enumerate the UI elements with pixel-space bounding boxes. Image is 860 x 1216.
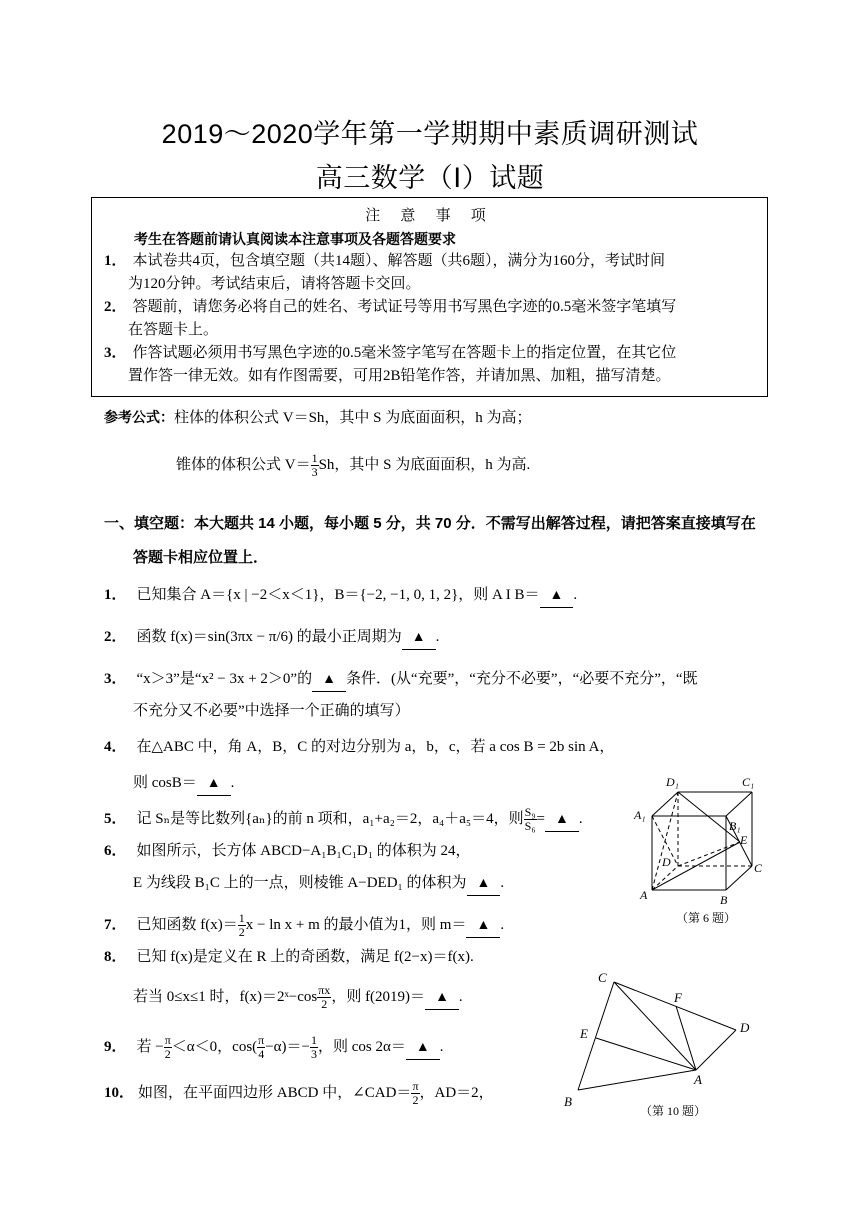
notice-item-text: 答题前，请您务必将自己的姓名、考试证号等用书写黑色字迹的0.5毫米签字笔填写	[132, 299, 677, 315]
question-fraction	[524, 806, 537, 833]
fraction-numerator: S₉	[524, 805, 536, 819]
notice-item-text: 作答试题必须用书写黑色字迹的0.5毫米签字笔写在答题卡上的指定位置，在其它位	[132, 345, 677, 361]
question-text: x − ln x + m 的最小值为1，则 m＝	[245, 916, 467, 933]
notice-item-number: 1．	[104, 253, 127, 269]
question-text: 已知 f(x)是定义在 R 上的奇函数，满足 f(2−x)＝f(x).	[136, 949, 474, 965]
question-number: 3．	[104, 671, 127, 687]
question-text: 若 −	[136, 1038, 164, 1055]
label-d: D	[740, 1020, 750, 1035]
label-d: D	[662, 855, 671, 869]
question-end: .	[458, 988, 463, 1005]
question-number: 4．	[104, 739, 127, 755]
fraction-numerator: π	[258, 1033, 265, 1047]
notice-box	[91, 197, 768, 397]
question-text: 已知集合 A＝{x | −2＜x＜1}，B＝{−2, −1, 0, 1, 2}，则 A Ι B＝	[136, 587, 540, 603]
notice-item-3	[104, 342, 676, 364]
question-end: .	[573, 587, 578, 603]
question-fraction	[257, 1034, 265, 1061]
question-end: .	[230, 775, 235, 791]
answer-blank: ▲	[466, 915, 500, 938]
label-d1: D₁	[666, 775, 679, 789]
segment-ba	[578, 1070, 696, 1090]
notice-heading: 注 意 事 项	[365, 207, 494, 224]
question-6	[104, 840, 471, 862]
question-2	[104, 626, 439, 650]
fraction-denominator: 2	[238, 925, 245, 939]
question-text: 若当 0≤x≤1 时，f(x)＝2ˣ−cos	[133, 988, 318, 1005]
figure-10-caption: （第 10 题）	[640, 1104, 707, 1118]
exam-title: 2019～2020学年第一学期期中素质调研测试	[161, 119, 699, 149]
question-end: .	[439, 1038, 444, 1055]
label-b: B	[720, 893, 728, 907]
question-text: “x＞3”是“x² − 3x + 2＞0”的	[136, 671, 313, 687]
label-a1: A₁	[634, 808, 646, 822]
formula-label: 参考公式：	[104, 409, 174, 425]
edge	[726, 866, 752, 890]
question-fraction	[411, 1080, 419, 1107]
figure-10-quadrilateral	[556, 966, 766, 1112]
notice-item-number: 3．	[104, 345, 127, 361]
question-5	[104, 806, 583, 833]
formula-cone-b: Sh，其中 S 为底面面积，h 为高.	[318, 456, 531, 473]
question-number: 10．	[104, 1084, 135, 1101]
fraction-numerator: πx	[318, 983, 331, 997]
fraction-denominator: S₆	[524, 819, 536, 833]
fraction-denominator: 4	[258, 1047, 265, 1061]
notice-item-2-cont: 在答题卡上。	[128, 322, 219, 338]
question-number: 6．	[104, 843, 127, 859]
figure-6-cuboid	[630, 772, 770, 922]
fraction-denominator: 3	[311, 1047, 317, 1061]
figure-6-caption: （第 6 题）	[676, 911, 737, 925]
answer-blank: ▲	[406, 1037, 440, 1060]
question-end: .	[578, 810, 583, 827]
question-text: −α)＝−	[265, 1038, 310, 1055]
edge	[652, 792, 678, 816]
question-7	[104, 912, 504, 939]
question-text: 如图所示，长方体 ABCD−A₁B₁C₁D₁ 的体积为 24，	[136, 843, 471, 859]
fraction-numerator: 1	[311, 1033, 317, 1047]
formula-line-2	[176, 452, 530, 479]
label-b1: B₁	[729, 819, 741, 833]
question-text: 函数 f(x)＝sin(3πx − π/6) 的最小正周期为	[136, 629, 402, 645]
answer-blank: ▲	[197, 773, 231, 796]
question-number: 7．	[104, 916, 127, 933]
question-text: ，则 f(2019)＝	[331, 988, 426, 1005]
question-number: 1．	[104, 587, 127, 603]
hidden-edge	[678, 842, 740, 866]
answer-blank: ▲	[425, 987, 459, 1010]
notice-item-1	[104, 250, 665, 272]
fraction-denominator: 2	[164, 1047, 171, 1061]
exam-subtitle: 高三数学（Ⅰ）试题	[315, 163, 545, 193]
notice-item-number: 2．	[104, 299, 127, 315]
notice-item-2	[104, 296, 676, 318]
question-8	[104, 946, 474, 968]
label-a: A	[640, 888, 648, 902]
fraction-numerator: π	[164, 1033, 171, 1047]
label-e: E	[580, 1026, 588, 1041]
formula-line-1	[104, 406, 532, 429]
edge-d1e	[678, 792, 740, 842]
question-8-cont	[133, 984, 463, 1011]
question-9	[104, 1034, 443, 1061]
notice-item-3-cont: 置作答一律无效。如有作图需要，可用2B铅笔作答，并请加黑、加粗，描写清楚。	[128, 368, 671, 384]
question-fraction	[164, 1034, 172, 1061]
question-text: 如图，在平面四边形 ABCD 中，∠CAD＝	[138, 1084, 412, 1101]
segment-fa	[676, 1006, 696, 1070]
formula-prism: 柱体的体积公式 V＝Sh，其中 S 为底面面积，h 为高；	[174, 410, 532, 426]
question-number: 2．	[104, 629, 127, 645]
question-text: 在△ABC 中，角 A，B，C 的对边分别为 a，b，c，若 a cos B = 2b sin A，	[136, 739, 615, 755]
question-1	[104, 584, 577, 608]
answer-blank: ▲	[540, 585, 574, 608]
question-number: 9．	[104, 1038, 127, 1055]
label-b: B	[564, 1094, 572, 1109]
question-number: 5．	[104, 810, 127, 827]
formula-fraction	[311, 452, 319, 479]
segment-da	[696, 1030, 736, 1070]
question-3	[104, 668, 698, 692]
question-fraction	[310, 1034, 318, 1061]
fraction-denominator: 2	[321, 997, 328, 1011]
fraction-numerator: π	[412, 1079, 419, 1093]
question-text: ，则 cos 2α＝	[318, 1038, 406, 1055]
question-text: ，AD＝2，	[419, 1084, 494, 1101]
notice-item-1-cont: 为120分钟。考试结束后，请将答题卡交回。	[128, 276, 421, 292]
answer-blank: ▲	[545, 809, 579, 832]
edge	[726, 792, 752, 816]
question-text: E 为线段 B₁C 上的一点，则棱锥 A−DED₁ 的体积为	[133, 875, 467, 891]
question-end: .	[500, 875, 505, 891]
notice-intro: 考生在答题前请认真阅读本注意事项及各题答题要求	[134, 231, 456, 247]
question-4	[104, 736, 614, 758]
question-10	[104, 1080, 494, 1107]
question-text: =	[536, 810, 545, 827]
answer-blank: ▲	[402, 627, 436, 650]
label-e: E	[740, 833, 748, 847]
question-4-cont	[133, 772, 234, 796]
question-fraction	[238, 912, 246, 939]
question-text: 则 cosB＝	[133, 775, 197, 791]
question-fraction	[317, 984, 331, 1011]
section-heading: 一、填空题：本大题共 14 小题，每小题 5 分，共 70 分．不需写出解答过程，请把答案直接填写在	[104, 515, 756, 532]
fraction-numerator: 1	[238, 911, 245, 925]
label-f: F	[674, 990, 682, 1005]
label-a: A	[694, 1072, 702, 1087]
section-heading-cont: 答题卡相应位置上．	[133, 549, 269, 566]
formula-cone-a: 锥体的体积公式 V＝	[176, 456, 311, 473]
label-c1: C₁	[742, 775, 755, 789]
notice-item-text: 本试卷共4页，包含填空题（共14题）、解答题（共6题），满分为160分，考试时间	[132, 253, 666, 269]
question-6-cont	[133, 872, 504, 896]
fraction-denominator: 3	[311, 465, 318, 479]
question-text: 已知函数 f(x)＝	[136, 916, 238, 933]
question-end: .	[435, 629, 440, 645]
fraction-numerator: 1	[311, 451, 318, 465]
answer-blank: ▲	[467, 873, 501, 896]
label-c: C	[754, 861, 763, 875]
fraction-denominator: 2	[412, 1093, 419, 1107]
question-text: 条件．(从“充要”，“充分不必要”，“必要不充分”，“既	[345, 671, 698, 687]
question-text: 记 Sₙ是等比数列{aₙ}的前 n 项和，a₁+a₂＝2，a₄＋a₅＝4，则	[136, 810, 524, 827]
question-end: .	[500, 916, 505, 933]
answer-blank: ▲	[312, 669, 346, 692]
question-text: ＜α＜0，cos(	[171, 1038, 258, 1055]
question-number: 8．	[104, 949, 127, 965]
label-c: C	[598, 970, 607, 985]
question-3-cont: 不充分又不必要”中选择一个正确的填写）	[133, 703, 410, 719]
